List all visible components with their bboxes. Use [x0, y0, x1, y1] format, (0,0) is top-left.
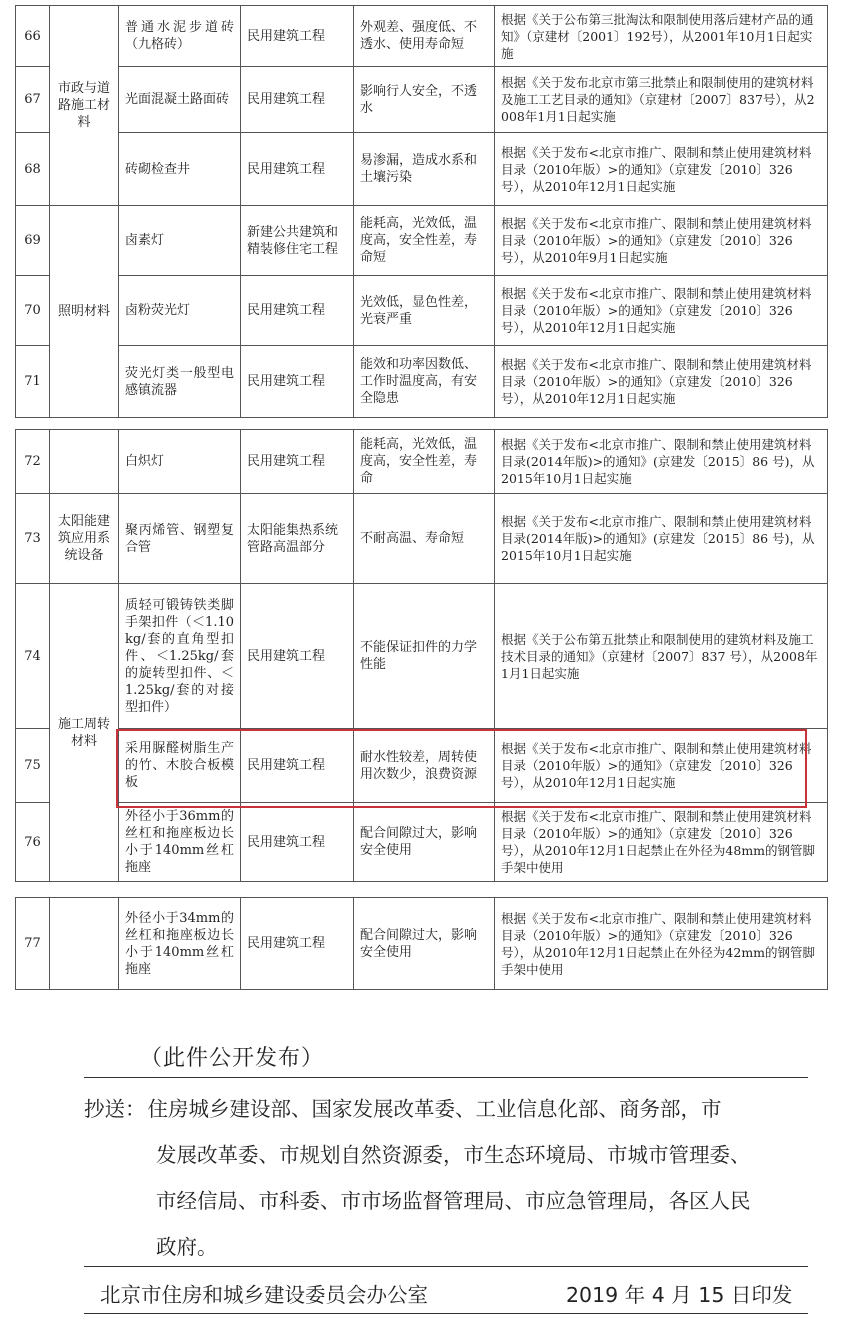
defect-cell: 能效和功率因数低、工作时温度高，有安全隐患: [354, 346, 495, 418]
defect-cell: 耐水性较差，周转使用次数少，浪费资源: [354, 729, 495, 803]
material-name: 普通水泥步道砖（九格砖）: [119, 6, 241, 67]
publication-note: （此件公开发布）: [140, 1046, 325, 1071]
divider: [84, 1313, 808, 1314]
cc-line-4: 政府。: [156, 1235, 218, 1259]
scope-cell: 民用建筑工程: [241, 67, 354, 133]
row-number: 74: [16, 584, 50, 729]
table-row: [16, 67, 828, 133]
cc-list: [84, 1086, 808, 1270]
row-number: 75: [16, 729, 50, 803]
scope-cell: 太阳能集热系统管路高温部分: [241, 494, 354, 584]
row-number: 66: [16, 6, 50, 67]
scope-cell: 民用建筑工程: [241, 803, 354, 882]
cc-label: 抄送：: [84, 1097, 146, 1121]
material-name: 荧光灯类一般型电感镇流器: [119, 346, 241, 418]
basis-cell: 根据《关于发布<北京市推广、限制和禁止使用建筑材料目录（2010年版）>的通知》（京建发〔2010〕326号），从2010年12月1日起禁止在外径为48mm的钢管脚手架中使用: [495, 803, 828, 882]
scope-cell: 民用建筑工程: [241, 276, 354, 346]
issue-date: 2019 年 4 月 15 日印发: [566, 1283, 793, 1307]
defect-cell: 配合间隙过大，影响安全使用: [354, 898, 495, 990]
material-name: 砖砌检查井: [119, 133, 241, 206]
material-name: 外径小于34mm的丝杠和拖座板边长小于140mm丝杠拖座: [119, 898, 241, 990]
row-number: 67: [16, 67, 50, 133]
scope-cell: 民用建筑工程: [241, 430, 354, 494]
defect-cell: 光效低，显色性差，光衰严重: [354, 276, 495, 346]
scope-cell: 新建公共建筑和精装修住宅工程: [241, 206, 354, 276]
category-cell: 施工周转材料: [50, 584, 119, 882]
row-number: 71: [16, 346, 50, 418]
materials-table-part-1: [15, 5, 828, 418]
divider: [84, 1266, 808, 1267]
material-name: 光面混凝土路面砖: [119, 67, 241, 133]
defect-cell: 配合间隙过大，影响安全使用: [354, 803, 495, 882]
row-number: 76: [16, 803, 50, 882]
scope-cell: 民用建筑工程: [241, 898, 354, 990]
defect-cell: 易渗漏，造成水系和土壤污染: [354, 133, 495, 206]
issuing-office: 北京市住房和城乡建设委员会办公室: [100, 1283, 428, 1307]
cc-line-2: 发展改革委、市规划自然资源委，市生态环境局、市城市管理委、: [156, 1143, 751, 1167]
basis-cell: 根据《关于公布第五批禁止和限制使用的建筑材料及施工技术目录的通知》（京建材〔2007〕837 号），从2008年1月1日起实施: [495, 584, 828, 729]
material-name: 卤素灯: [119, 206, 241, 276]
table-row: [16, 803, 828, 882]
row-number: 72: [16, 430, 50, 494]
basis-cell: 根据《关于公布第三批淘汰和限制使用落后建材产品的通知》（京建材〔2001〕192号），从2001年10月1日起实施: [495, 6, 828, 67]
defect-cell: 不能保证扣件的力学性能: [354, 584, 495, 729]
table-row: [16, 276, 828, 346]
category-cell: 市政与道路施工材料: [50, 6, 119, 206]
table-row: [16, 729, 828, 803]
materials-table-part-2: [15, 429, 828, 882]
table-row: [16, 206, 828, 276]
basis-cell: 根据《关于发布<北京市推广、限制和禁止使用建筑材料目录（2010年版）>的通知》（京建发〔2010〕326号），从2010年12月1日起实施: [495, 729, 828, 803]
table-row: [16, 133, 828, 206]
row-number: 69: [16, 206, 50, 276]
basis-cell: 根据《关于发布<北京市推广、限制和禁止使用建筑材料目录（2010年版）>的通知》（京建发〔2010〕326号），从2010年12月1日起实施: [495, 276, 828, 346]
basis-cell: 根据《关于发布<北京市推广、限制和禁止使用建筑材料目录（2010年版）>的通知》（京建发〔2010〕326号），从2010年12月1日起禁止在外径为42mm的钢管脚手架中使用: [495, 898, 828, 990]
defect-cell: 外观差、强度低、不透水、使用寿命短: [354, 6, 495, 67]
category-cell: [50, 898, 119, 990]
defect-cell: 能耗高，光效低，温度高，安全性差，寿命: [354, 430, 495, 494]
table-row: [16, 430, 828, 494]
divider: [84, 1077, 808, 1078]
basis-cell: 根据《关于发布<北京市推广、限制和禁止使用建筑材料目录(2014年版)>的通知》(京建发〔2015〕86 号)，从2015年10月1日起实施: [495, 430, 828, 494]
material-name: 聚丙烯管、钢塑复合管: [119, 494, 241, 584]
defect-cell: 能耗高，光效低，温度高，安全性差，寿命短: [354, 206, 495, 276]
cc-text-1: 住房城乡建设部、国家发展改革委、工业信息化部、商务部，市: [147, 1097, 722, 1121]
materials-table-part-3: [15, 897, 828, 990]
row-number: 77: [16, 898, 50, 990]
scope-cell: 民用建筑工程: [241, 584, 354, 729]
basis-cell: 根据《关于发布<北京市推广、限制和禁止使用建筑材料目录（2010年版）>的通知》（京建发〔2010〕326号），从2010年9月1日起实施: [495, 206, 828, 276]
category-cell: 照明材料: [50, 206, 119, 418]
category-cell: [50, 430, 119, 494]
scope-cell: 民用建筑工程: [241, 729, 354, 803]
table-row: [16, 898, 828, 990]
table-row: [16, 494, 828, 584]
material-name: 采用脲醛树脂生产的竹、木胶合板模板: [119, 729, 241, 803]
row-number: 73: [16, 494, 50, 584]
defect-cell: 不耐高温、寿命短: [354, 494, 495, 584]
basis-cell: 根据《关于发布<北京市推广、限制和禁止使用建筑材料目录(2014年版)>的通知》(京建发〔2015〕86 号)，从2015年10月1日起实施: [495, 494, 828, 584]
scope-cell: 民用建筑工程: [241, 346, 354, 418]
basis-cell: 根据《关于发布<北京市推广、限制和禁止使用建筑材料目录（2010年版）>的通知》（京建发〔2010〕326号），从2010年12月1日起实施: [495, 346, 828, 418]
table-row: [16, 584, 828, 729]
scope-cell: 民用建筑工程: [241, 6, 354, 67]
row-number: 68: [16, 133, 50, 206]
table-row: [16, 6, 828, 67]
row-number: 70: [16, 276, 50, 346]
cc-line-3: 市经信局、市科委、市市场监督管理局、市应急管理局，各区人民: [156, 1189, 751, 1213]
basis-cell: 根据《关于发布<北京市推广、限制和禁止使用建筑材料目录（2010年版）>的通知》（京建发〔2010〕326号），从2010年12月1日起实施: [495, 133, 828, 206]
scope-cell: 民用建筑工程: [241, 133, 354, 206]
defect-cell: 影响行人安全，不透水: [354, 67, 495, 133]
basis-cell: 根据《关于发布北京市第三批禁止和限制使用的建筑材料及施工工艺目录的通知》（京建材〔2007〕837号），从2008年1月1日起实施: [495, 67, 828, 133]
category-cell: 太阳能建筑应用系统设备: [50, 494, 119, 584]
material-name: 白炽灯: [119, 430, 241, 494]
material-name: 外径小于36mm的丝杠和拖座板边长小于140mm丝杠拖座: [119, 803, 241, 882]
cc-line-1: [84, 1086, 808, 1132]
table-row: [16, 346, 828, 418]
material-name: 卤粉荧光灯: [119, 276, 241, 346]
material-name: 质轻可锻铸铁类脚手架扣件（＜1.10kg/套的直角型扣件、＜1.25kg/套的旋转型扣件、＜1.25kg/套的对接型扣件）: [119, 584, 241, 729]
